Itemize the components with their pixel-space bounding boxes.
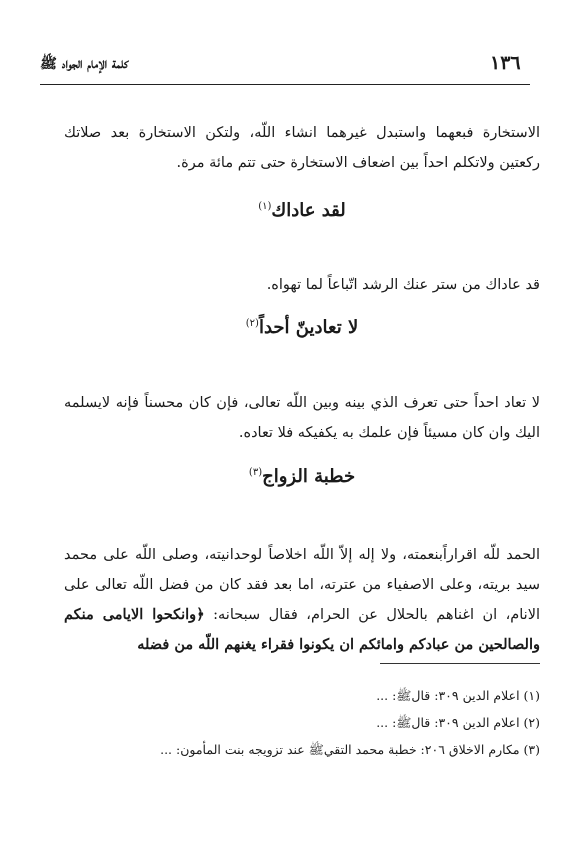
quran-quote: ﴿وانكحوا الايامى منكم والصالحين من عبادكم وامائكم ان يكونوا فقراء يغنهم اللّه من فضله	[64, 605, 540, 653]
heading-text: لقد عاداك	[271, 200, 346, 221]
footnote-ref: (٣)	[248, 467, 263, 478]
footnote-ref: (٢)	[245, 318, 259, 329]
header-rule	[40, 84, 530, 85]
paragraph-khutba	[64, 540, 540, 660]
paragraph-istikhara: الاستخارة فبعهما واستبدل غيرهما انشاء اللّه، ولتكن الاستخارة بعد صلاتك ركعتين ولاتكلم احداً بين اضعاف الاستخارة حتى تتم مائة مرة.	[64, 124, 540, 171]
footnote-ref: (١)	[258, 201, 272, 212]
paragraph-adaka: قد عاداك من ستر عنك الرشد اتّباعاً لما تهواه.	[266, 276, 540, 293]
page-number: ١٣٦	[490, 52, 521, 74]
running-title: كلمة الإمام الجواد ﷺ	[40, 56, 129, 72]
footnote-3: (٣) مكارم الاخلاق ٢٠٦: خطبة محمد التقيﷺ عند تزويجه بنت المأمون: ...	[160, 742, 540, 757]
footnote-1: (١) اعلام الدين ٣٠٩: قالﷺ: ...	[376, 688, 540, 703]
footnote-2: (٢) اعلام الدين ٣٠٩: قالﷺ: ...	[376, 715, 540, 730]
section-heading-la-tuadiyanna	[64, 317, 540, 338]
section-heading-khutbat-al-zawaj	[64, 466, 540, 487]
section-heading-laqad-adaka	[64, 200, 540, 221]
khutba-text: الحمد للّه اقراراًبنعمته، ولا إله إلاّ اللّه اخلاصاً لوحدانيته، وصلى اللّه على محمد سيد بريته، وعلى الاصفياء من عترته، اما بعد فقد كان من فضل اللّه تعالى على الانام، ان اغناهم بالحلال عن الحرام، فقال سبحانه:	[64, 546, 541, 623]
heading-text: لا تعادينّ أحداً	[258, 317, 359, 338]
heading-text: خطبة الزواج	[262, 466, 356, 487]
footnote-rule	[380, 663, 540, 664]
paragraph-la-tuadi: لا تعاد احداً حتى تعرف الذي بينه وبين اللّه تعالى، فإن كان محسناً فإنه لايسلمه اليك وان كان مسيئاً فإن علمك به يكفيكه فلا تعاده.	[64, 394, 540, 441]
footnotes	[40, 682, 540, 763]
